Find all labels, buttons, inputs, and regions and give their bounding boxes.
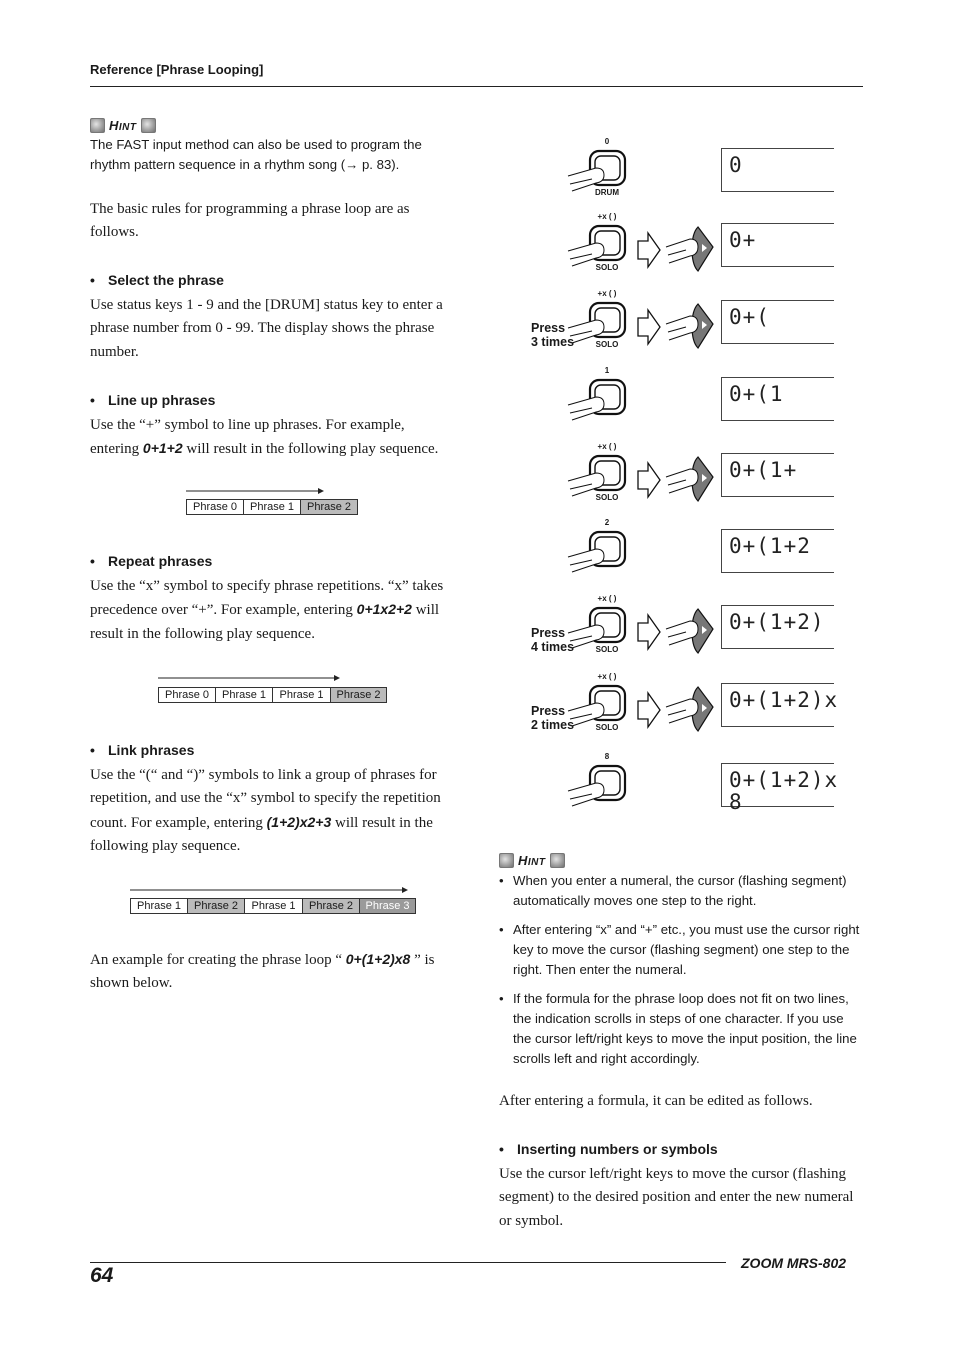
sequence-arrow bbox=[186, 486, 326, 496]
example-text: An example for creating the phrase loop “ 0+(1+2)x8 ” is shown below. bbox=[90, 951, 435, 992]
hint-bullet: • After entering “x” and “+” etc., you must use the cursor right key to move the cursor (flashing segment) one step to the right. Then enter the numeral. bbox=[499, 922, 860, 977]
lcd-display bbox=[721, 529, 834, 573]
then-arrow-icon bbox=[636, 308, 662, 346]
lcd-line-1: 0+(1+2)x bbox=[729, 768, 839, 792]
press-count-label: Press 4 times bbox=[531, 626, 575, 654]
lcd-display bbox=[721, 763, 839, 814]
section-heading-insert: • Inserting numbers or symbols bbox=[499, 1141, 718, 1157]
lcd-display bbox=[721, 148, 834, 192]
key-top-label: 1 bbox=[604, 366, 610, 375]
hint-text: The FAST input method can also be used to program the rhythm pattern sequence in a rhythm song (→ p. 83). bbox=[90, 137, 422, 172]
key-top-label: 0 bbox=[604, 137, 610, 146]
hint-heading bbox=[90, 118, 156, 133]
sequence-cell: Phrase 0 bbox=[187, 500, 244, 514]
footer-rule bbox=[90, 1262, 726, 1263]
section-heading-repeat: • Repeat phrases bbox=[90, 553, 213, 569]
sequence-cell: Phrase 1 bbox=[131, 899, 188, 913]
section-heading-select: • Select the phrase bbox=[90, 272, 224, 288]
hint-bullet: • If the formula for the phrase loop does not fit on two lines, the indication scrolls in steps of one character. If you use the cursor left/right keys to move the input position, the line scrolls left and right accordingly. bbox=[499, 991, 857, 1066]
key-top-label: +x ( ) bbox=[597, 594, 617, 603]
lcd-line-1: 0+(1+ bbox=[729, 458, 798, 482]
key-top-label: +x ( ) bbox=[597, 212, 617, 221]
key-bottom-label: SOLO bbox=[595, 340, 619, 349]
then-arrow-icon bbox=[636, 231, 662, 269]
lcd-line-1: 0+(1+2 bbox=[729, 534, 811, 558]
sequence-arrow bbox=[130, 885, 412, 895]
lcd-line-1: 0+( bbox=[729, 305, 770, 329]
sequence-cell: Phrase 2 bbox=[331, 688, 386, 702]
key-top-label: 2 bbox=[604, 518, 610, 527]
play-sequence-link bbox=[130, 898, 416, 914]
sequence-cell: Phrase 1 bbox=[273, 688, 331, 702]
section-heading-link: • Link phrases bbox=[90, 742, 195, 758]
hint-heading bbox=[499, 853, 565, 868]
hint-bullet-icon bbox=[141, 118, 156, 133]
key-bottom-label: SOLO bbox=[595, 723, 619, 732]
lcd-line-1: 0+ bbox=[729, 228, 757, 252]
press-count-label: Press 3 times bbox=[531, 321, 575, 349]
hint-bullet-icon bbox=[90, 118, 105, 133]
page-number: 64 bbox=[90, 1264, 114, 1287]
intro-text: The basic rules for programming a phrase loop are as follows. bbox=[90, 201, 410, 241]
lcd-display bbox=[721, 605, 834, 649]
sequence-cell: Phrase 1 bbox=[244, 500, 301, 514]
lcd-line-1: 0+(1 bbox=[729, 382, 784, 406]
running-header: Reference [Phrase Looping] bbox=[90, 62, 264, 77]
key-bottom-label: SOLO bbox=[595, 263, 619, 272]
play-sequence-lineup bbox=[186, 499, 358, 515]
sequence-cell: Phrase 3 bbox=[360, 899, 415, 913]
lcd-display bbox=[721, 300, 834, 344]
sequence-cell: Phrase 0 bbox=[159, 688, 216, 702]
lcd-display bbox=[721, 377, 834, 421]
cursor-right-key-icon bbox=[664, 455, 716, 505]
product-name: ZOOM MRS-802 bbox=[741, 1255, 847, 1271]
status-key-icon bbox=[566, 529, 630, 577]
then-arrow-icon bbox=[636, 613, 662, 651]
sequence-cell: Phrase 2 bbox=[188, 899, 245, 913]
key-top-label: +x ( ) bbox=[597, 442, 617, 451]
hint-label: HINT bbox=[518, 853, 546, 868]
lcd-line-2: 8 bbox=[729, 790, 743, 814]
hint-bullet-icon bbox=[550, 853, 565, 868]
cursor-right-key-icon bbox=[664, 685, 716, 735]
section-body-insert: Use the cursor left/right keys to move the cursor (flashing segment) to the desired position and enter the new numeral or symbol. bbox=[499, 1166, 854, 1229]
sequence-cell: Phrase 2 bbox=[301, 500, 357, 514]
sequence-cell: Phrase 1 bbox=[216, 688, 273, 702]
lcd-line-1: 0 bbox=[729, 153, 743, 177]
lcd-display bbox=[721, 453, 834, 497]
lcd-line-1: 0+(1+2) bbox=[729, 610, 825, 634]
key-bottom-label: SOLO bbox=[595, 493, 619, 502]
key-bottom-label: SOLO bbox=[595, 645, 619, 654]
sequence-cell: Phrase 1 bbox=[245, 899, 303, 913]
section-heading-lineup: • Line up phrases bbox=[90, 392, 216, 408]
key-top-label: +x ( ) bbox=[597, 672, 617, 681]
hint-bullet-icon bbox=[499, 853, 514, 868]
key-top-label: 8 bbox=[604, 752, 610, 761]
lcd-display bbox=[721, 683, 839, 727]
section-body-link: Use the “(“ and “)” symbols to link a group of phrases for repetition, and use the “x” symbol to specify the repetition count. For example, entering (1+2)x2+3 will result in the following play sequence. bbox=[90, 767, 441, 855]
then-arrow-icon bbox=[636, 691, 662, 729]
hint-bullet-list bbox=[499, 871, 864, 1078]
section-body-lineup: Use the “+” symbol to line up phrases. For example, entering 0+1+2 will result in the following play sequence. bbox=[90, 417, 439, 458]
press-count-label: Press 2 times bbox=[531, 704, 575, 732]
key-top-label: +x ( ) bbox=[597, 289, 617, 298]
header-rule bbox=[90, 86, 863, 87]
status-key-icon bbox=[566, 763, 630, 811]
then-arrow-icon bbox=[636, 461, 662, 499]
hint-bullet: • When you enter a numeral, the cursor (flashing segment) automatically moves one step to the right. bbox=[499, 873, 847, 908]
sequence-cell: Phrase 2 bbox=[303, 899, 360, 913]
cursor-right-key-icon bbox=[664, 302, 716, 352]
section-body-select: Use status keys 1 - 9 and the [DRUM] status key to enter a phrase number from 0 - 99. The display shows the phrase number. bbox=[90, 297, 443, 360]
cursor-right-key-icon bbox=[664, 225, 716, 275]
hint-label: HINT bbox=[109, 118, 137, 133]
section-body-repeat: Use the “x” symbol to specify phrase repetitions. “x” takes precedence over “+”. For example, entering 0+1x2+2 will result in the following play sequence. bbox=[90, 578, 444, 642]
play-sequence-repeat bbox=[158, 687, 387, 703]
arrow-right-icon: → bbox=[345, 157, 359, 172]
lcd-display bbox=[721, 223, 834, 267]
sequence-arrow bbox=[158, 673, 343, 683]
status-key-icon bbox=[566, 377, 630, 425]
key-bottom-label: DRUM bbox=[595, 188, 619, 197]
lcd-line-1: 0+(1+2)x bbox=[729, 688, 839, 712]
cursor-right-key-icon bbox=[664, 607, 716, 657]
after-text: After entering a formula, it can be edited as follows. bbox=[499, 1093, 813, 1109]
